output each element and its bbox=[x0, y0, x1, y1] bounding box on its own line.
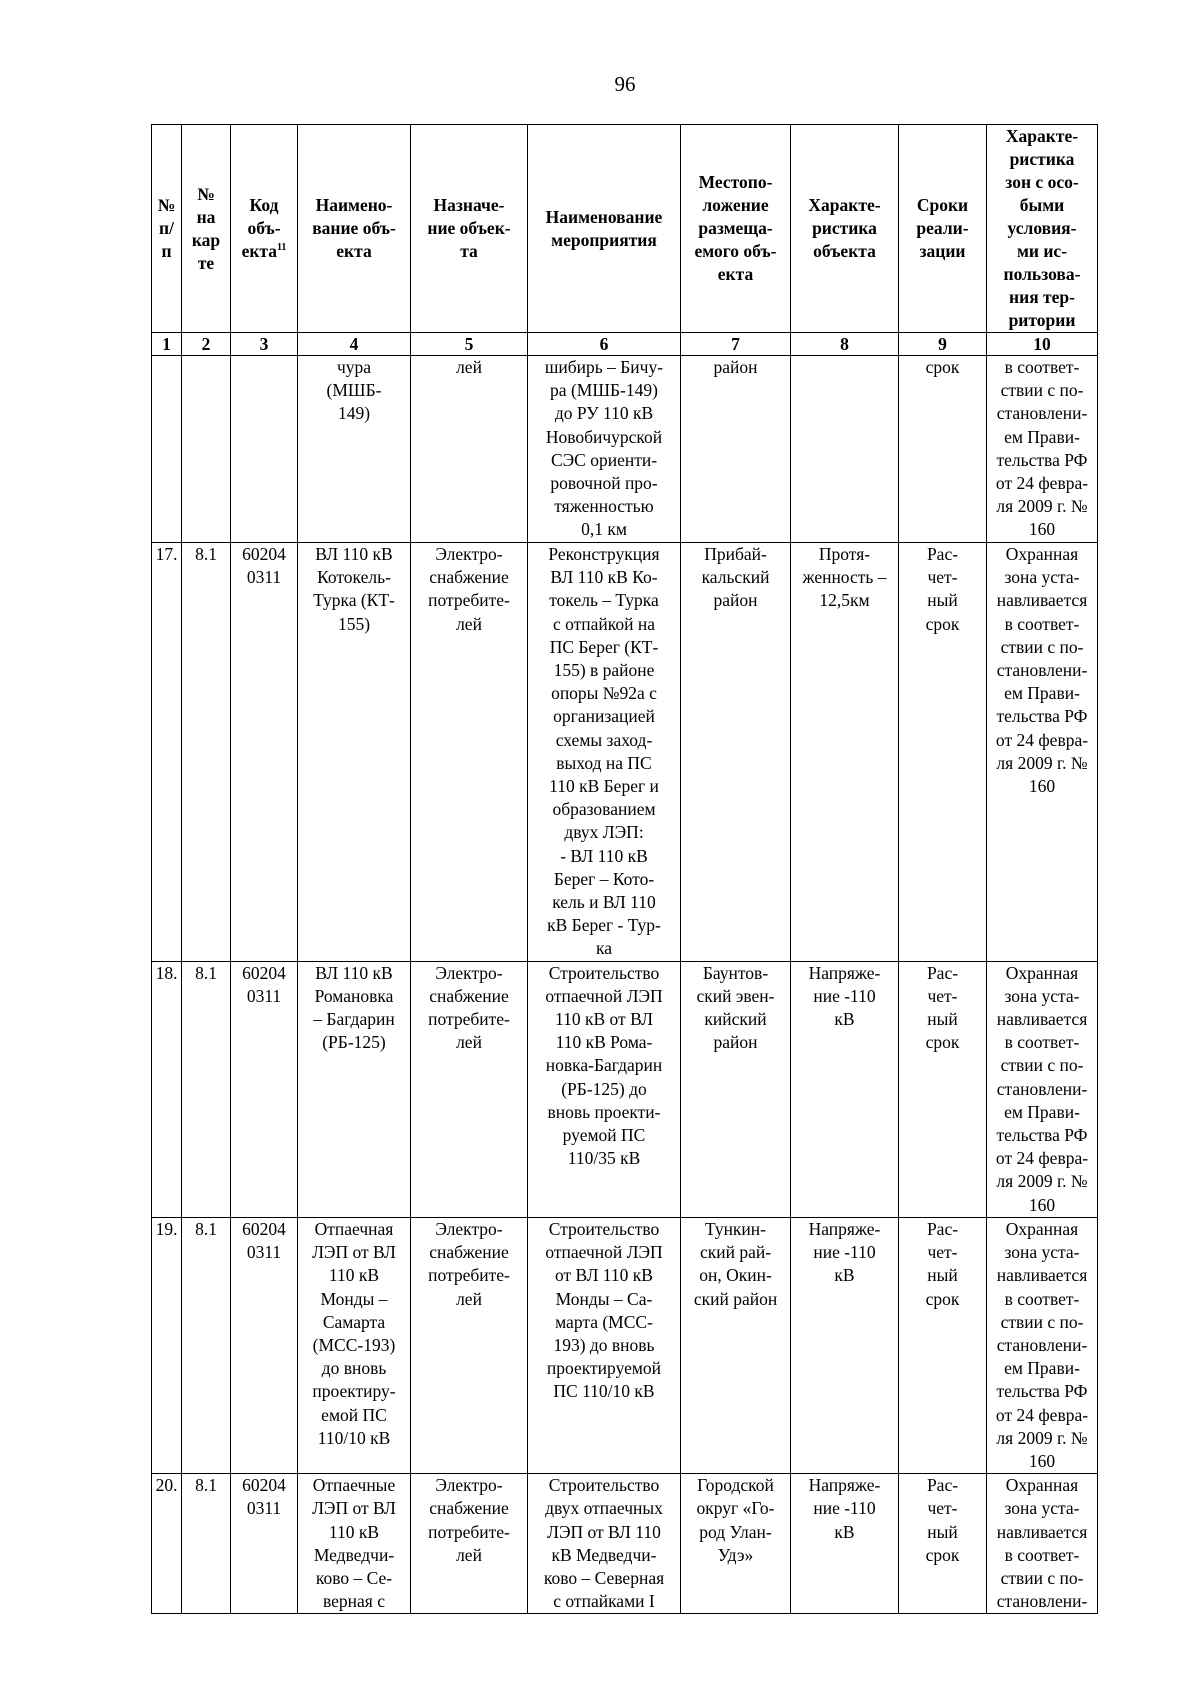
cell-location: район bbox=[681, 356, 791, 543]
header-row bbox=[152, 125, 1098, 333]
cell-purpose: Электро- снабжение потребите- лей bbox=[411, 543, 528, 962]
cell-characteristic: Протя- женность – 12,5км bbox=[791, 543, 899, 962]
column-number: 4 bbox=[298, 333, 411, 356]
cell-num bbox=[152, 356, 182, 543]
cell-purpose: Электро- снабжение потребите- лей bbox=[411, 961, 528, 1217]
cell-name: ВЛ 110 кВ Романовка – Багдарин (РБ-125) bbox=[298, 961, 411, 1217]
header-zone: Характе- ристика зон с осо- быми условия- ми ис- пользова- ния тер- ритории bbox=[987, 125, 1098, 333]
column-number: 5 bbox=[411, 333, 528, 356]
cell-measure: Реконструкция ВЛ 110 кВ Ко- токель – Турка с отпайкой на ПС Берег (КТ- 155) в районе опоры №92а с организацией схемы заход- выход на ПС 110 кВ Берег и образованием двух ЛЭП: - ВЛ 110 кВ Берег – Кото- кель и ВЛ 110 кВ Берег - Тур- ка bbox=[528, 543, 681, 962]
cell-location: Баунтов- ский эвен- кийский район bbox=[681, 961, 791, 1217]
cell-zone: Охранная зона уста- навливается в соответ- ствии с по- становлени- ем Прави- тельства РФ от 24 февра- ля 2009 г. № 160 bbox=[987, 1217, 1098, 1473]
column-number: 2 bbox=[182, 333, 231, 356]
cell-num: 18. bbox=[152, 961, 182, 1217]
cell-map bbox=[182, 356, 231, 543]
cell-measure: шибирь – Бичу- ра (МШБ-149) до РУ 110 кВ Новобичурской СЭС ориенти- ровочной про- тяженностью 0,1 км bbox=[528, 356, 681, 543]
cell-map: 8.1 bbox=[182, 961, 231, 1217]
cell-map: 8.1 bbox=[182, 1217, 231, 1473]
cell-name: Отпаечная ЛЭП от ВЛ 110 кВ Монды – Самарта (МСС-193) до вновь проектиру- емой ПС 110/10 кВ bbox=[298, 1217, 411, 1473]
table-row bbox=[152, 961, 1098, 1217]
column-number: 6 bbox=[528, 333, 681, 356]
header-name: Наимено- вание объ- екта bbox=[298, 125, 411, 333]
cell-zone: в соответ- ствии с по- становлени- ем Прави- тельства РФ от 24 февра- ля 2009 г. № 160 bbox=[987, 356, 1098, 543]
cell-zone: Охранная зона уста- навливается в соответ- ствии с по- становлени- ем Прави- тельства РФ от 24 февра- ля 2009 г. № 160 bbox=[987, 543, 1098, 962]
table-row bbox=[152, 1474, 1098, 1614]
cell-name: ВЛ 110 кВ Котокель- Турка (КТ- 155) bbox=[298, 543, 411, 962]
cell-num: 20. bbox=[152, 1474, 182, 1614]
column-number: 9 bbox=[899, 333, 987, 356]
column-number: 10 bbox=[987, 333, 1098, 356]
header-characteristic: Характе- ристика объекта bbox=[791, 125, 899, 333]
cell-num: 19. bbox=[152, 1217, 182, 1473]
cell-code: 60204 0311 bbox=[231, 1474, 298, 1614]
table-row bbox=[152, 1217, 1098, 1473]
cell-location: Прибай- кальский район bbox=[681, 543, 791, 962]
cell-purpose: Электро- снабжение потребите- лей bbox=[411, 1474, 528, 1614]
page-number: 96 bbox=[614, 72, 636, 96]
cell-term: Рас- чет- ный срок bbox=[899, 543, 987, 962]
cell-zone: Охранная зона уста- навливается в соответ- ствии с по- становлени- bbox=[987, 1474, 1098, 1614]
column-number: 8 bbox=[791, 333, 899, 356]
header-measure: Наименование мероприятия bbox=[528, 125, 681, 333]
objects-table bbox=[151, 124, 1098, 1614]
header-code-label: Код объ- екта bbox=[241, 195, 281, 261]
cell-term: Рас- чет- ный срок bbox=[899, 961, 987, 1217]
header-purpose: Назначе- ние объек- та bbox=[411, 125, 528, 333]
cell-characteristic: Напряже- ние -110 кВ bbox=[791, 1474, 899, 1614]
cell-num: 17. bbox=[152, 543, 182, 962]
column-number: 7 bbox=[681, 333, 791, 356]
header-code bbox=[231, 125, 298, 333]
cell-map: 8.1 bbox=[182, 543, 231, 962]
header-location: Местопо- ложение размеща- емого объ- екта bbox=[681, 125, 791, 333]
cell-location: Тункин- ский рай- он, Окин- ский район bbox=[681, 1217, 791, 1473]
footnote-mark: 11 bbox=[276, 242, 287, 254]
cell-code: 60204 0311 bbox=[231, 543, 298, 962]
cell-name: чура (МШБ- 149) bbox=[298, 356, 411, 543]
header-map: № на кар те bbox=[182, 125, 231, 333]
cell-characteristic bbox=[791, 356, 899, 543]
cell-purpose: Электро- снабжение потребите- лей bbox=[411, 1217, 528, 1473]
table-row bbox=[152, 543, 1098, 962]
column-number: 1 bbox=[152, 333, 182, 356]
column-numbers-row bbox=[152, 333, 1098, 356]
cell-name: Отпаечные ЛЭП от ВЛ 110 кВ Медведчи- ково – Се- верная с bbox=[298, 1474, 411, 1614]
cell-term: Рас- чет- ный срок bbox=[899, 1474, 987, 1614]
cell-measure: Строительство отпаечной ЛЭП 110 кВ от ВЛ 110 кВ Рома- новка-Багдарин (РБ-125) до вновь проекти- руемой ПС 110/35 кВ bbox=[528, 961, 681, 1217]
cell-code bbox=[231, 356, 298, 543]
header-num: № п/ п bbox=[152, 125, 182, 333]
cell-measure: Строительство отпаечной ЛЭП от ВЛ 110 кВ Монды – Са- марта (МСС- 193) до вновь проектируемой ПС 110/10 кВ bbox=[528, 1217, 681, 1473]
cell-measure: Строительство двух отпаечных ЛЭП от ВЛ 110 кВ Медведчи- ково – Северная с отпайками I bbox=[528, 1474, 681, 1614]
cell-zone: Охранная зона уста- навливается в соответ- ствии с по- становлени- ем Прави- тельства РФ от 24 февра- ля 2009 г. № 160 bbox=[987, 961, 1098, 1217]
header-term: Сроки реали- зации bbox=[899, 125, 987, 333]
table-row bbox=[152, 356, 1098, 543]
cell-term: Рас- чет- ный срок bbox=[899, 1217, 987, 1473]
cell-purpose: лей bbox=[411, 356, 528, 543]
cell-location: Городской округ «Го- род Улан- Удэ» bbox=[681, 1474, 791, 1614]
cell-code: 60204 0311 bbox=[231, 1217, 298, 1473]
column-number: 3 bbox=[231, 333, 298, 356]
cell-map: 8.1 bbox=[182, 1474, 231, 1614]
cell-term: срок bbox=[899, 356, 987, 543]
cell-characteristic: Напряже- ние -110 кВ bbox=[791, 961, 899, 1217]
cell-characteristic: Напряже- ние -110 кВ bbox=[791, 1217, 899, 1473]
cell-code: 60204 0311 bbox=[231, 961, 298, 1217]
